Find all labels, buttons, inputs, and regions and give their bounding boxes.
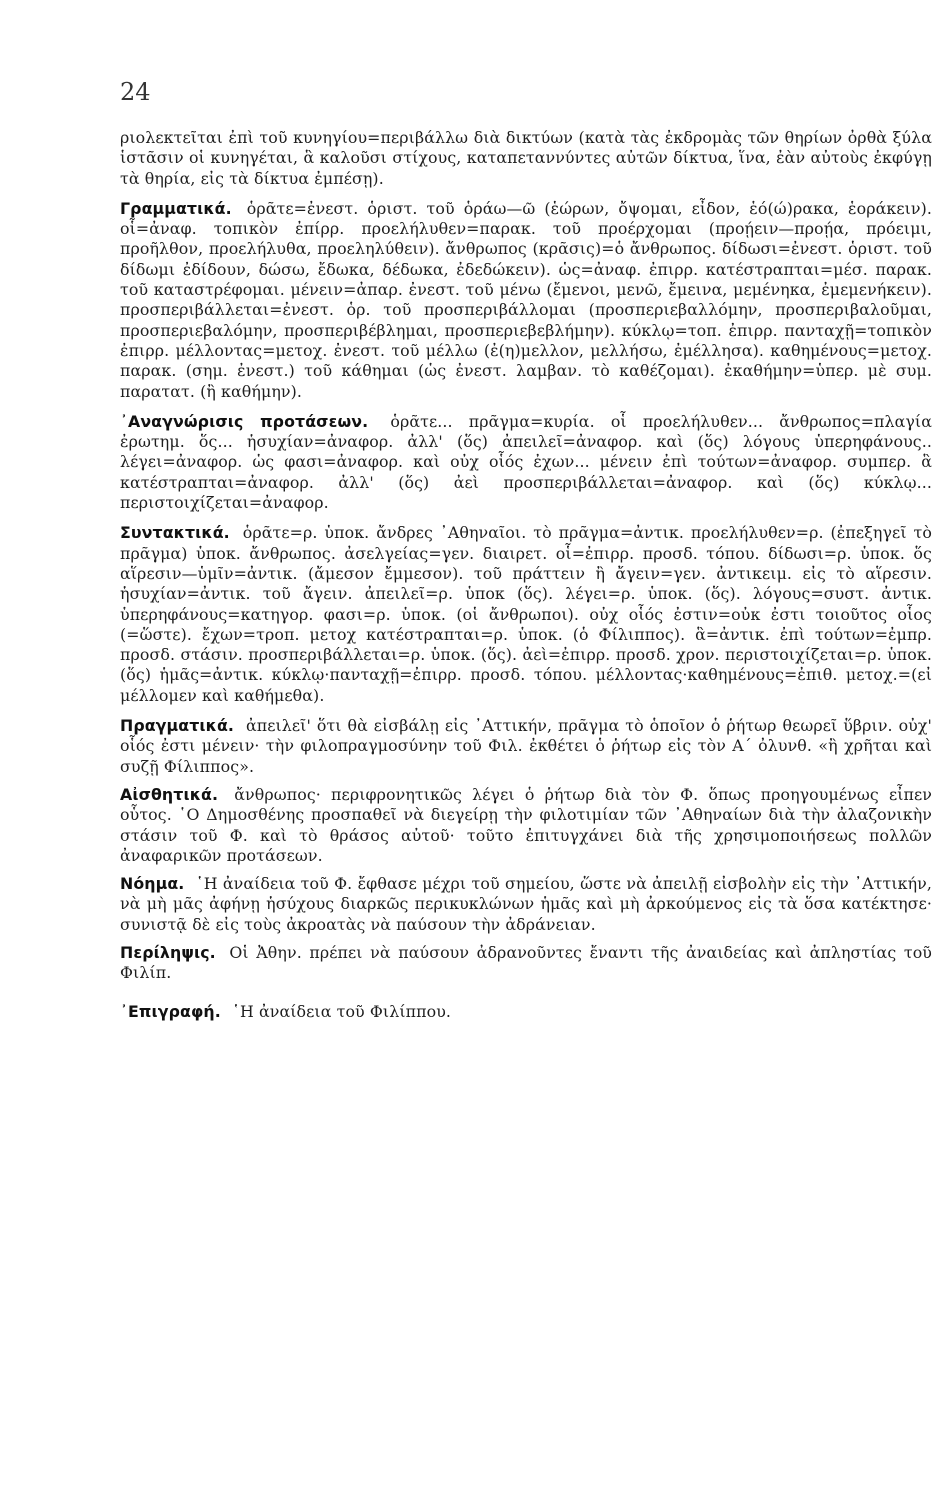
summary-heading: Περίληψις.: [120, 942, 216, 962]
title-section: [120, 1002, 932, 1022]
meaning-heading: Νόημα.: [120, 874, 185, 894]
aesthetic-text: ἄνθρωπος· περιφρονητικῶς λέγει ὁ ῥήτωρ διὰ τὸν Φ. ὅπως προηγουμένως εἶπεν οὗτος. ῾Ο Δημοσθένης προσπαθεῖ νὰ διεγείρῃ τὴν φιλοτιμίαν τῶν ᾿Αθηναίων διὰ τὴν ἀλαζονικὴν στάσιν τοῦ Φ. καὶ τὸ θράσος αὐτοῦ· τοῦτο ἐπιτυγχάνει διὰ τῆς χρησιμοποιήσεως πολλῶν ἀναφαρικῶν προτάσεων.: [120, 784, 932, 865]
meaning-section: [120, 874, 932, 935]
title-text: ῾Η ἀναίδεια τοῦ Φιλίππου.: [232, 1001, 452, 1021]
clause-recognition-section: [120, 412, 932, 513]
page-number: 24: [120, 78, 151, 106]
grammar-heading: Γραμματικά.: [120, 198, 232, 218]
syntax-section: [120, 523, 932, 706]
syntax-heading: Συντακτικά.: [120, 523, 230, 543]
syntax-text: ὁρᾶτε=ρ. ὑποκ. ἄνδρες ᾿Αθηναῖοι. τὸ πρᾶγμα=ἀντικ. προελήλυθεν=ρ. (ἐπεξηγεῖ τὸ πρᾶγμα) ὑποκ. ἄνθρωπος. ἀσελγείας=γεν. διαιρετ. οἷ=ἐπιρρ. προσδ. τόπου. δίδωσι=ρ. ὑποκ. ὅς αἵρεσιν—ὑμῖν=ἀντικ. (ἄμεσον ἔμμεσον). τοῦ πράττειν ἢ ἄγειν=γεν. ἀντικειμ. εἰς τὸ αἵρεσιν. ἡσυχίαν=ἀντικ. τοῦ ἄγειν. ἀπειλεῖ=ρ. ὑποκ (ὅς). λέγει=ρ. ὑποκ. (ὅς). λόγους=συστ. ἀντικ. ὑπερηφάνους=κατηγορ. φασι=ρ. ὑποκ. (οἱ ἄνθρωποι). οὐχ οἷός ἐστιν=οὐκ ἐστι τοιοῦτος οἷος (=ὥστε). ἔχων=τροπ. μετοχ κατέστραπται=ρ. ὑποκ. (ὁ Φίλιππος). ἃ=ἀντικ. ἐπὶ τούτων=ἐμπρ. προσδ. στάσιν. προσπεριβάλλεται=ρ. ὑποκ. (ὅς). ἀεὶ=ἐπιρρ. προσδ. χρον. περιστοιχίζεται=ρ. ὑποκ. (ὅς) ἡμᾶς=ἀντικ. κύκλῳ·πανταχῇ=ἐπιρρ. προσδ. τόπου. μέλλοντας·καθημένους=ἐπιθ. μετοχ.=(εἰ μέλλομεν καὶ καθήμεθα).: [120, 523, 933, 705]
grammar-text: ὁρᾶτε=ἐνεστ. ὁριστ. τοῦ ὁράω—ῶ (ἑώρων, ὄψομαι, εἶδον, ἑό(ώ)ρακα, ἑοράκειν). οἷ=ἀναφ. τοπικὸν ἐπίρρ. προελήλυθεν=παρακ. τοῦ προέρχομαι (προῄειν—προῄα, πρόειμι, προῆλθον, προελήλυθα, προεληλύθειν). ἄνθρωπος (κρᾶσις)=ὁ ἄνθρωπος. δίδωσι=ἐνεστ. ὁριστ. τοῦ δίδωμι ἐδίδουν, δώσω, ἔδωκα, δέδωκα, ἐδεδώκειν). ὡς=ἀναφ. ἐπιρρ. κατέστραπται=μέσ. παρακ. τοῦ καταστρέφομαι. μένειν=ἀπαρ. ἐνεστ. τοῦ μένω (ἔμενοι, μενῶ, ἔμεινα, μεμένηκα, ἐμεμενήκειν). προσπεριβάλλεται=ἐνεστ. ὁρ. τοῦ προσπεριβάλλομαι (προσπεριεβαλλόμην, προσπεριβαλοῦμαι, προσπεριεβαλόμην, προσπεριβέβλημαι, προσπεριεβεβλήμην). κύκλῳ=τοπ. ἐπιρρ. πανταχῇ=τοπικὸν ἐπιρρ. μέλλοντας=μετοχ. ἐνεστ. τοῦ μέλλω (ἐ(η)μελλον, μελλήσω, ἐμέλλησα). καθημένους=μετοχ. παρακ. (σημ. ἐνεστ.) τοῦ κάθημαι (ὡς ἐνεστ. λαμβαν. τὸ καθέζομαι). ἐκαθήμην=ὑπερ. μὲ συμ. παρατατ. (ἢ καθήμην).: [120, 198, 932, 401]
summary-text: Οἱ Ἀθην. πρέπει νὰ παύσουν ἀδρανοῦντες ἔναντι τῆς ἀναιδείας καὶ ἀπληστίας τοῦ Φιλίπ.: [120, 942, 933, 983]
clause-recognition-heading: ᾿Αναγνώρισις προτάσεων.: [120, 411, 369, 431]
summary-section: [120, 943, 932, 984]
factual-section: [120, 716, 932, 777]
aesthetic-heading: Αἰσθητικά.: [120, 784, 219, 804]
factual-heading: Πραγματικά.: [120, 716, 235, 736]
page-body: [120, 128, 932, 1022]
intro-paragraph: ριολεκτεῖται ἐπὶ τοῦ κυνηγίου=περιβάλλω διὰ δικτύων (κατὰ τὰς ἐκδρομὰς τῶν θηρίων ὀρθὰ ξύλα ἱστᾶσιν οἱ κυνηγέται, ἃ καλοῦσι στίχους, καταπεταννύντες αὐτῶν δίκτυα, ἵνα, ἐὰν αὐτοὺς ἐκφύγῃ τὰ θηρία, εἰς τὰ δίκτυα ἐμπέσῃ).: [120, 128, 932, 188]
clause-recognition-text: ὁρᾶτε... πρᾶγμα=κυρία. οἷ προελήλυθεν... ἄνθρωπος=πλαγία ἐρωτημ. ὅς... ἡσυχίαν=ἀναφορ. ἀλλ' (ὅς) ἀπειλεῖ=ἀναφορ. καὶ (ὅς) λόγους ὑπερηφάνους.. λέγει=ἀναφορ. ὡς φασι=ἀναφορ. καὶ οὐχ οἷός ἐχων... μένειν ἐπὶ τούτων=ἀναφορ. συμπερ. ἃ κατέστραπται=ἀναφορ. ἀλλ' (ὅς) ἀεὶ προσπεριβάλλεται=ἀναφορ. καὶ (ὅς) κύκλῳ... περιστοιχίζεται=ἀναφορ.: [120, 411, 932, 513]
title-heading: ᾿Επιγραφή.: [120, 1001, 221, 1021]
aesthetic-section: [120, 785, 932, 866]
grammar-section: [120, 199, 932, 402]
meaning-text: ῾Η ἀναίδεια τοῦ Φ. ἔφθασε μέχρι τοῦ σημείου, ὥστε νὰ ἀπειλῇ εἰσβολὴν εἰς τὴν ᾿Αττικήν, νὰ μὴ μᾶς ἀφήνῃ ἡσύχους διαρκῶς περικυκλώνων ἡμᾶς καὶ μὴ ἀρκούμενος εἰς τὰ ὅσα κατέκτησε· συνιστᾷ δὲ εἰς τοὺς ἀκροατὰς νὰ παύσουν τὴν ἀδράνειαν.: [120, 874, 932, 934]
factual-text: ἀπειλεῖ' ὅτι θὰ εἰσβάλῃ εἰς ᾿Αττικήν, πρᾶγμα τὸ ὁποῖον ὁ ῥήτωρ θεωρεῖ ὕβριν. οὐχ' οἷός ἐστι μένειν· τὴν φιλοπραγμοσύνην τοῦ Φιλ. ἐκθέτει ὁ ῥήτωρ εἰς τὸν Α΄ ὀλυνθ. «ἢ χρῆται καὶ συζῇ Φίλιππος».: [120, 716, 932, 776]
